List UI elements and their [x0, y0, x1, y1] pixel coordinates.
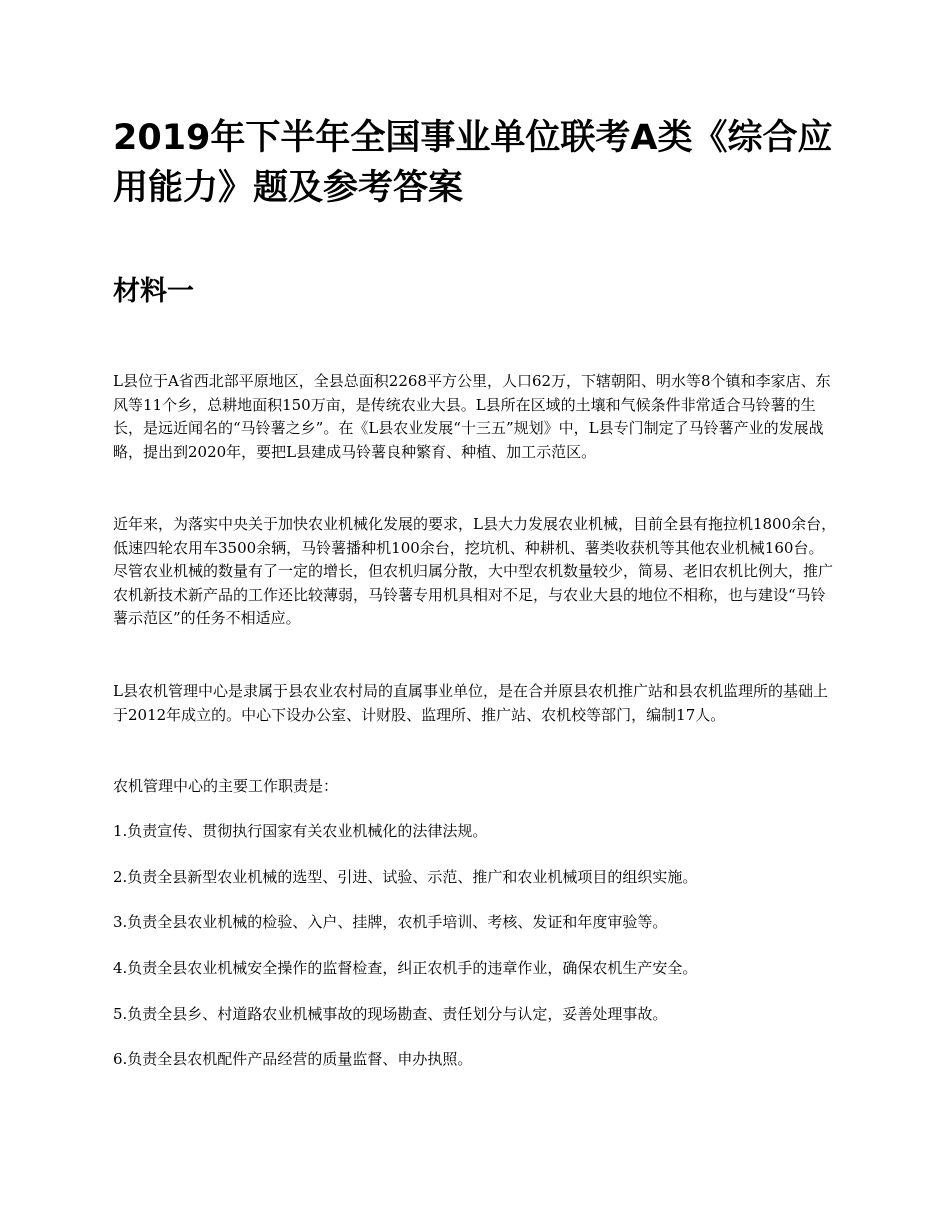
duty-list-item: 4.负责全县农业机械安全操作的监督检查，纠正农机手的违章作业，确保农机生产安全。	[113, 959, 698, 977]
duty-list-item: 1.负责宣传、贯彻执行国家有关农业机械化的法律法规。	[113, 822, 488, 840]
paragraph-management-center: L县农机管理中心是隶属于县农业农村局的直属事业单位，是在合并原县农机推广站和县农机监理所的基础上于2012年成立的。中心下设办公室、计财股、监理所、推广站、农机校等部门，编制17人。	[113, 682, 828, 724]
duty-list-item: 5.负责全县乡、村道路农业机械事故的现场勘查、责任划分与认定，妥善处理事故。	[113, 1005, 668, 1023]
paragraph-duties-intro: 农机管理中心的主要工作职责是：	[113, 777, 339, 795]
document-title: 2019年下半年全国事业单位联考A类《综合应用能力》题及参考答案	[113, 118, 833, 208]
paragraph-county-overview: L县位于A省西北部平原地区，全县总面积2268平方公里，人口62万，下辖朝阳、明水等8个镇和李家店、东风等11个乡，总耕地面积150万亩，是传统农业大县。L县所在区域的土壤和气候条件非常适合马铃薯的生长，是远近闻名的“马铃薯之乡”。在《L县农业发展“十三五”规划》中，L县专门制定了马铃薯产业的发展战略，提出到2020年，要把L县建成马铃薯良种繁育、种植、加工示范区。	[113, 372, 831, 461]
duty-list-item: 2.负责全县新型农业机械的选型、引进、试验、示范、推广和农业机械项目的组织实施。	[113, 868, 698, 886]
section-heading: 材料一	[113, 276, 194, 307]
paragraph-machinery-status: 近年来，为落实中央关于加快农业机械化发展的要求，L县大力发展农业机械，目前全县有拖拉机1800余台，低速四轮农用车3500余辆，马铃薯播种机100余台，挖坑机、种耕机、薯类收获机等其他农业机械160台。尽管农业机械的数量有了一定的增长，但农机归属分散，大中型农机数量较少，简易、老旧农机比例大，推广农机新技术新产品的工作还比较薄弱，马铃薯专用机具相对不足，与农业大县的地位不相称，也与建设“马铃薯示范区”的任务不相适应。	[113, 515, 837, 627]
duty-list-item: 3.负责全县农业机械的检验、入户、挂牌，农机手培训、考核、发证和年度审验等。	[113, 913, 668, 931]
duty-list-item: 6.负责全县农机配件产品经营的质量监督、申办执照。	[113, 1050, 473, 1068]
